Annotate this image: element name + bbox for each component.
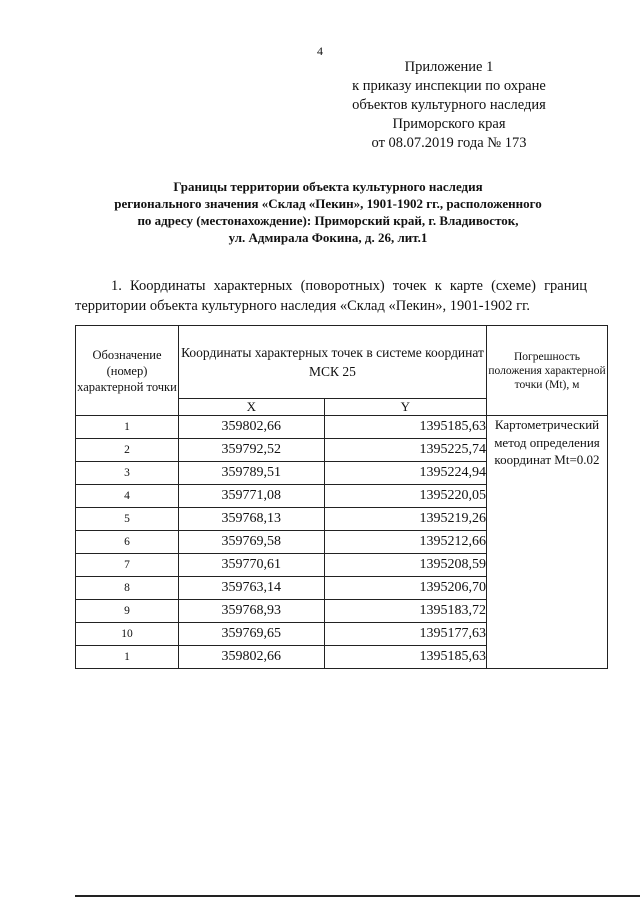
page-bottom-border — [75, 895, 640, 897]
point-number: 6 — [76, 531, 179, 554]
appendix-line: Приморского края — [392, 116, 506, 132]
title-line: ул. Адмирала Фокина, д. 26, лит.1 — [228, 230, 428, 245]
coord-x: 359770,61 — [179, 554, 325, 577]
coord-y: 1395219,26 — [324, 508, 486, 531]
coord-x: 359769,58 — [179, 531, 325, 554]
point-number: 4 — [76, 485, 179, 508]
point-number: 9 — [76, 600, 179, 623]
coord-y: 1395183,72 — [324, 600, 486, 623]
intro-paragraph-text: 1. Координаты характерных (поворотных) точек к карте (схеме) границ территории объекта культурного наследия «Склад «Пекин», 1901-1902 гг. — [75, 278, 587, 314]
appendix-header — [330, 58, 568, 153]
coord-x: 359771,08 — [179, 485, 325, 508]
appendix-line: к приказу инспекции по охране — [352, 78, 546, 94]
appendix-date-line: от 08.07.2019 года № 173 — [371, 135, 527, 151]
intro-paragraph — [75, 276, 587, 316]
coord-x: 359768,93 — [179, 600, 325, 623]
coord-x: 359763,14 — [179, 577, 325, 600]
coord-x: 359768,13 — [179, 508, 325, 531]
title-line: по адресу (местонахождение): Приморский край, г. Владивосток, — [137, 213, 519, 228]
coord-x: 359802,66 — [179, 646, 325, 669]
header-coordinates: Координаты характерных точек в системе координат МСК 25 — [179, 326, 487, 399]
coordinates-table — [75, 325, 608, 669]
method-cell: Картометрический метод определения координат Mt=0.02 — [487, 416, 608, 669]
header-y: Y — [324, 399, 486, 416]
point-number: 2 — [76, 439, 179, 462]
page-number: 4 — [317, 44, 323, 58]
coord-y: 1395185,63 — [324, 416, 486, 439]
coord-y: 1395208,59 — [324, 554, 486, 577]
coord-y: 1395185,63 — [324, 646, 486, 669]
point-number: 8 — [76, 577, 179, 600]
point-number: 7 — [76, 554, 179, 577]
header-x: X — [179, 399, 325, 416]
coord-y: 1395177,63 — [324, 623, 486, 646]
title-line: Границы территории объекта культурного наследия — [173, 179, 483, 194]
point-number: 5 — [76, 508, 179, 531]
coord-x: 359792,52 — [179, 439, 325, 462]
table-body — [76, 416, 608, 669]
coord-x: 359789,51 — [179, 462, 325, 485]
document-title — [70, 178, 586, 246]
coord-y: 1395224,94 — [324, 462, 486, 485]
point-number: 3 — [76, 462, 179, 485]
point-number: 10 — [76, 623, 179, 646]
coord-x: 359802,66 — [179, 416, 325, 439]
appendix-line: объектов культурного наследия — [352, 97, 546, 113]
table-row — [76, 416, 608, 439]
point-number: 1 — [76, 646, 179, 669]
coord-y: 1395206,70 — [324, 577, 486, 600]
coord-y: 1395225,74 — [324, 439, 486, 462]
header-error: Погрешность положения характерной точки (Mt), м — [487, 326, 608, 416]
appendix-line: Приложение 1 — [404, 59, 494, 75]
coord-y: 1395212,66 — [324, 531, 486, 554]
coord-x: 359769,65 — [179, 623, 325, 646]
point-number: 1 — [76, 416, 179, 439]
header-point-number: Обозначение (номер) характерной точки — [76, 326, 179, 416]
coord-y: 1395220,05 — [324, 485, 486, 508]
title-line: регионального значения «Склад «Пекин», 1901-1902 гг., расположенного — [114, 196, 542, 211]
